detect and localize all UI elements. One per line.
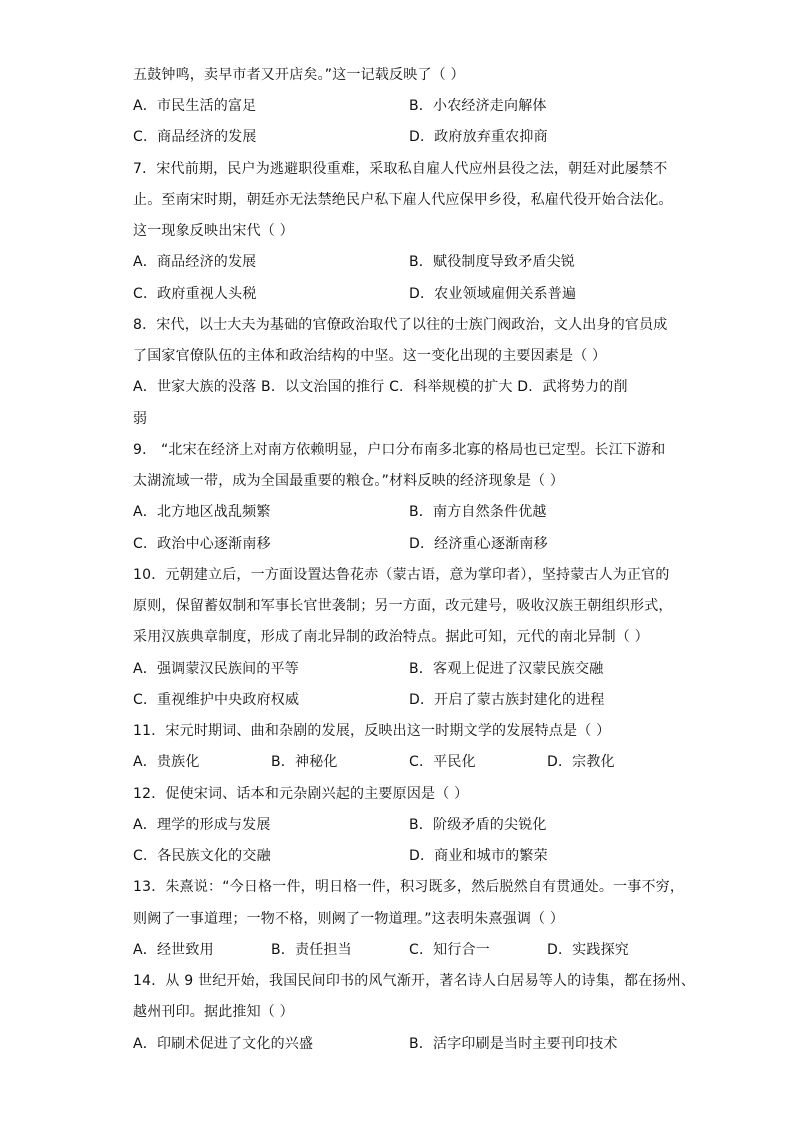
option-a: A．理学的形成与发展 bbox=[133, 817, 271, 833]
question-7-line: 7．宋代前期，民户为逃避职役重难，采取私自雇人代应州县役之法，朝廷对此屡禁不 bbox=[133, 161, 668, 177]
option-a: A．市民生活的富足 bbox=[133, 98, 257, 114]
option-row bbox=[133, 502, 673, 522]
option-row bbox=[133, 752, 673, 772]
option-c: C．商品经济的发展 bbox=[133, 129, 257, 145]
option-a: A．经世致用 bbox=[133, 942, 214, 958]
question-7-line: 这一现象反映出宋代（ ） bbox=[133, 223, 294, 239]
question-11-line: 11．宋元时期词、曲和杂剧的发展，反映出这一时期文学的发展特点是（ ） bbox=[133, 723, 611, 739]
option-a: A．强调蒙汉民族间的平等 bbox=[133, 661, 299, 677]
question-8-options-wrap: 弱 bbox=[133, 411, 148, 427]
option-d: D．经济重心逐渐南移 bbox=[409, 536, 548, 552]
question-12-line: 12．促使宋词、话本和元杂剧兴起的主要原因是（ ） bbox=[133, 786, 469, 802]
option-b: B．小农经济走向解体 bbox=[409, 98, 547, 114]
option-row bbox=[133, 690, 673, 710]
option-d: D．开启了蒙古族封建化的进程 bbox=[409, 692, 605, 708]
option-d: D．政府放弃重农抑商 bbox=[409, 129, 548, 145]
question-13-line: 则阙了一事道理；一物不格，则阙了一物道理。”这表明朱熹强调（ ） bbox=[133, 911, 565, 927]
option-row bbox=[133, 940, 673, 960]
question-13-line: 13．朱熹说：“今日格一件，明日格一件，积习既多，然后脱然自有贯通处。一事不穷， bbox=[133, 879, 685, 895]
option-d: D．农业领域雇佣关系普遍 bbox=[409, 286, 577, 302]
option-d: D．商业和城市的繁荣 bbox=[409, 848, 548, 864]
option-a: A．商品经济的发展 bbox=[133, 254, 257, 270]
option-b: B．南方自然条件优越 bbox=[409, 504, 547, 520]
option-row bbox=[133, 1034, 673, 1054]
option-row bbox=[133, 846, 673, 866]
question-10-line: 采用汉族典章制度，形成了南北异制的政治特点。据此可知，元代的南北异制（ ） bbox=[133, 629, 649, 645]
option-d: D．宗教化 bbox=[547, 754, 615, 770]
option-c: C．政府重视人头税 bbox=[133, 286, 257, 302]
option-b: B．活字印刷是当时主要刊印技术 bbox=[409, 1036, 618, 1052]
option-row bbox=[133, 252, 673, 272]
question-10-line: 10．元朝建立后，一方面设置达鲁花赤（蒙古语，意为掌印者），坚持蒙古人为正官的 bbox=[133, 567, 670, 583]
question-14-line: 越州刊印。据此推知（ ） bbox=[133, 1004, 294, 1020]
question-8-options: A．世家大族的没落 B．以文治国的推行 C．科举规模的扩大 D．武将势力的削 bbox=[133, 379, 628, 395]
option-b: B．神秘化 bbox=[271, 754, 338, 770]
question-10-line: 原则，保留蓄奴制和军事长官世袭制；另一方面，改元建号，吸收汉族王朝组织形式， bbox=[133, 598, 673, 614]
option-c: C．平民化 bbox=[409, 754, 476, 770]
option-c: C．政治中心逐渐南移 bbox=[133, 536, 271, 552]
question-9-line: 9． “北宋在经济上对南方依赖明显，户口分布南多北寡的格局也已定型。长江下游和 bbox=[133, 442, 666, 458]
text-line: 五鼓钟鸣，卖早市者又开店矣。”这一记载反映了（ ） bbox=[133, 67, 465, 83]
question-14-line: 14．从 9 世纪开始，我国民间印书的风气渐开，著名诗人白居易等人的诗集，都在扬州、 bbox=[133, 973, 696, 989]
option-row bbox=[133, 96, 673, 116]
option-row bbox=[133, 534, 673, 554]
question-7-line: 止。至南宋时期，朝廷亦无法禁绝民户私下雇人代应保甲乡役，私雇代役开始合法化。 bbox=[133, 192, 673, 208]
option-c: C．重视维护中央政府权威 bbox=[133, 692, 300, 708]
option-row bbox=[133, 815, 673, 835]
option-b: B．赋役制度导致矛盾尖锐 bbox=[409, 254, 576, 270]
option-b: B．客观上促进了汉蒙民族交融 bbox=[409, 661, 604, 677]
question-8-line: 8．宋代，以士大夫为基础的官僚政治取代了以往的士族门阀政治，文人出身的官员成 bbox=[133, 317, 668, 333]
option-row bbox=[133, 127, 673, 147]
option-c: C．知行合一 bbox=[409, 942, 490, 958]
option-a: A．印刷术促进了文化的兴盛 bbox=[133, 1036, 314, 1052]
option-d: D．实践探究 bbox=[547, 942, 629, 958]
option-b: B．阶级矛盾的尖锐化 bbox=[409, 817, 547, 833]
option-a: A．贵族化 bbox=[133, 754, 200, 770]
option-row bbox=[133, 659, 673, 679]
option-b: B．责任担当 bbox=[271, 942, 352, 958]
option-c: C．各民族文化的交融 bbox=[133, 848, 271, 864]
option-a: A．北方地区战乱频繁 bbox=[133, 504, 271, 520]
question-8-line: 了国家官僚队伍的主体和政治结构的中坚。这一变化出现的主要因素是（ ） bbox=[133, 348, 607, 364]
question-9-line: 太湖流域一带，成为全国最重要的粮仓。”材料反映的经济现象是（ ） bbox=[133, 473, 565, 489]
option-row bbox=[133, 284, 673, 304]
